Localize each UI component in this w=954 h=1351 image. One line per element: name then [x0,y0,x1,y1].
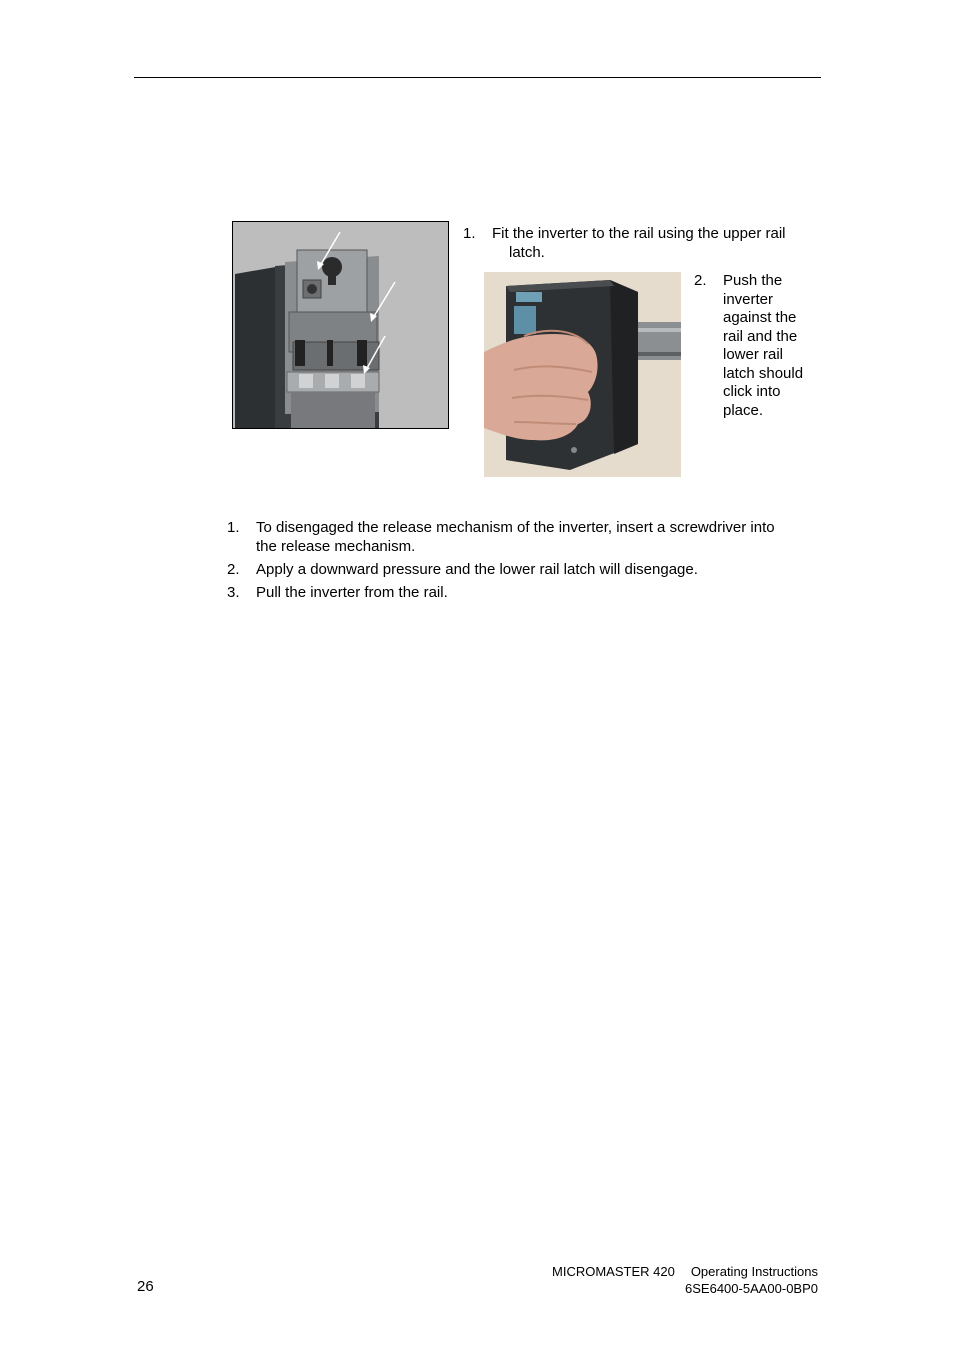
remove-step-1-line-1: To disengaged the release mechanism of the inverter, insert a screwdriver into [256,519,775,536]
fit-step-1-line-1: Fit the inverter to the rail using the upper rail [492,225,786,242]
fit-step-2-line: Push the [723,272,783,289]
remove-step-2-text: Apply a downward pressure and the lower rail latch will disengage. [256,561,698,578]
footer-order-number: 6SE6400-5AA00-0BP0 [685,1281,818,1296]
footer-product-line [552,1264,818,1280]
fit-step-2-line: inverter [723,290,774,308]
remove-step-2-number: 2. [227,561,240,578]
footer-product: MICROMASTER 420 [552,1264,675,1279]
remove-step-3-number: 3. [227,584,240,601]
rail-latch-photo [232,221,449,429]
fit-step-2-text [723,272,833,420]
fit-step-2-number: 2. [694,272,707,289]
fit-step-2-line: click into [723,383,781,400]
fit-step-2-line: against the [723,309,797,326]
page-number: 26 [137,1278,154,1295]
header-rule [134,77,821,78]
fit-step-2-line: place. [723,401,764,419]
remove-step-1-line-2: the release mechanism. [256,537,416,555]
footer-doc-type: Operating Instructions [690,1264,818,1279]
push-inverter-photo [484,272,681,477]
remove-step-1-number: 1. [227,519,240,536]
fit-step-2-line: lower rail [723,346,784,363]
fit-step-1-text [492,225,822,262]
fit-step-2-line: rail and the [723,327,798,345]
fit-step-1-number: 1. [463,225,476,242]
remove-step-3-text: Pull the inverter from the rail. [256,584,448,601]
rail-latch-illustration [233,222,448,428]
remove-step-1-text [256,519,836,556]
push-inverter-illustration [484,272,681,477]
fit-step-1-line-2: latch. [509,243,545,261]
fit-step-2-line: latch should [723,364,804,382]
